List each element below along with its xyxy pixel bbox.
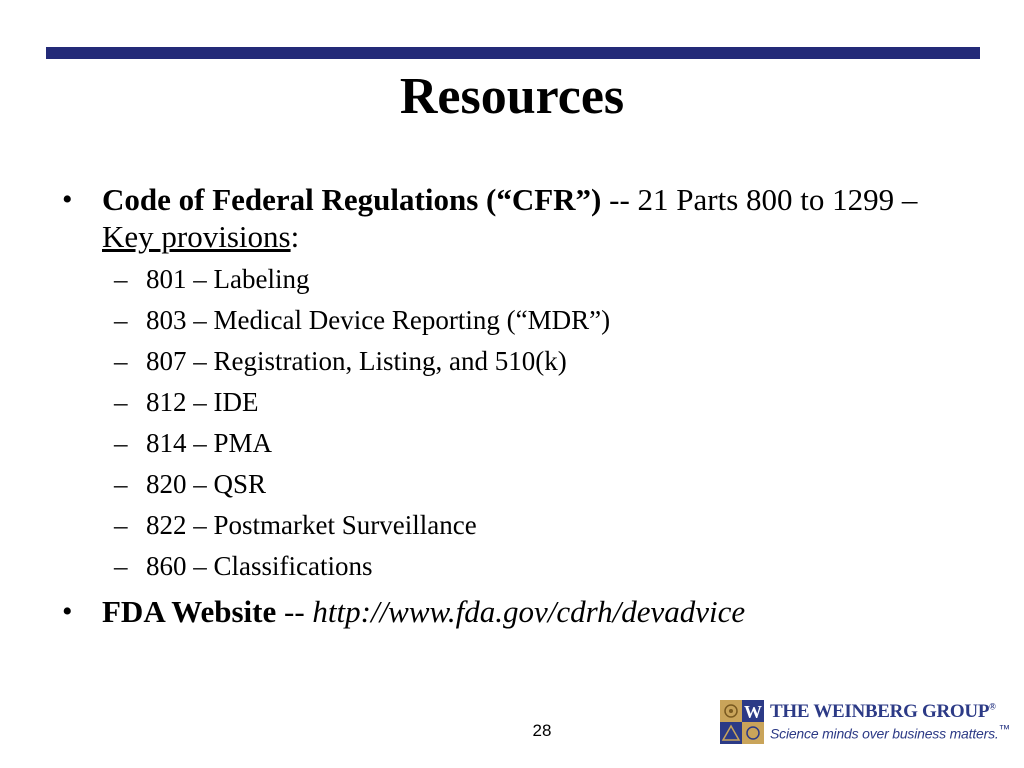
cfr-colon: : [290, 219, 300, 254]
cfr-label: Code of Federal Regulations (“CFR”) [102, 182, 602, 217]
page-number: 28 [532, 721, 552, 740]
list-item: – 801 – Labeling [114, 264, 310, 294]
list-item: – 812 – IDE [114, 387, 259, 417]
bullet-dot: • [62, 595, 73, 628]
list-item: – 807 – Registration, Listing, and 510(k) [114, 346, 567, 376]
list-item: – 803 – Medical Device Reporting (“MDR”) [114, 305, 611, 335]
list-item: – 820 – QSR [114, 469, 267, 499]
list-item: – 814 – PMA [114, 428, 273, 458]
fda-bullet [60, 593, 940, 630]
fda-url-link[interactable]: http://www.fda.gov/cdrh/devadvice [312, 594, 746, 629]
list-item: – 822 – Postmarket Surveillance [114, 510, 477, 540]
cfr-intro: -- 21 Parts 800 to 1299 – [601, 182, 918, 217]
bullet-dot: • [62, 183, 73, 216]
fda-label: FDA Website [102, 594, 277, 629]
header-rule [46, 47, 980, 59]
weinberg-logo-mark-icon [720, 700, 764, 744]
svg-text:W: W [744, 702, 762, 722]
cfr-bullet [60, 181, 940, 255]
cfr-provisions-list [60, 259, 940, 587]
slide-title: Resources [399, 68, 625, 125]
logo-company-name: THE WEINBERG GROUP® [770, 701, 996, 722]
slide-content [60, 181, 940, 630]
logo-tagline: Science minds over business matters.™ [770, 723, 1011, 742]
fda-separator: -- [276, 594, 313, 629]
list-item: – 860 – Classifications [114, 551, 373, 581]
key-provisions-link[interactable]: Key provisions [102, 219, 291, 254]
weinberg-logo [720, 700, 1011, 744]
